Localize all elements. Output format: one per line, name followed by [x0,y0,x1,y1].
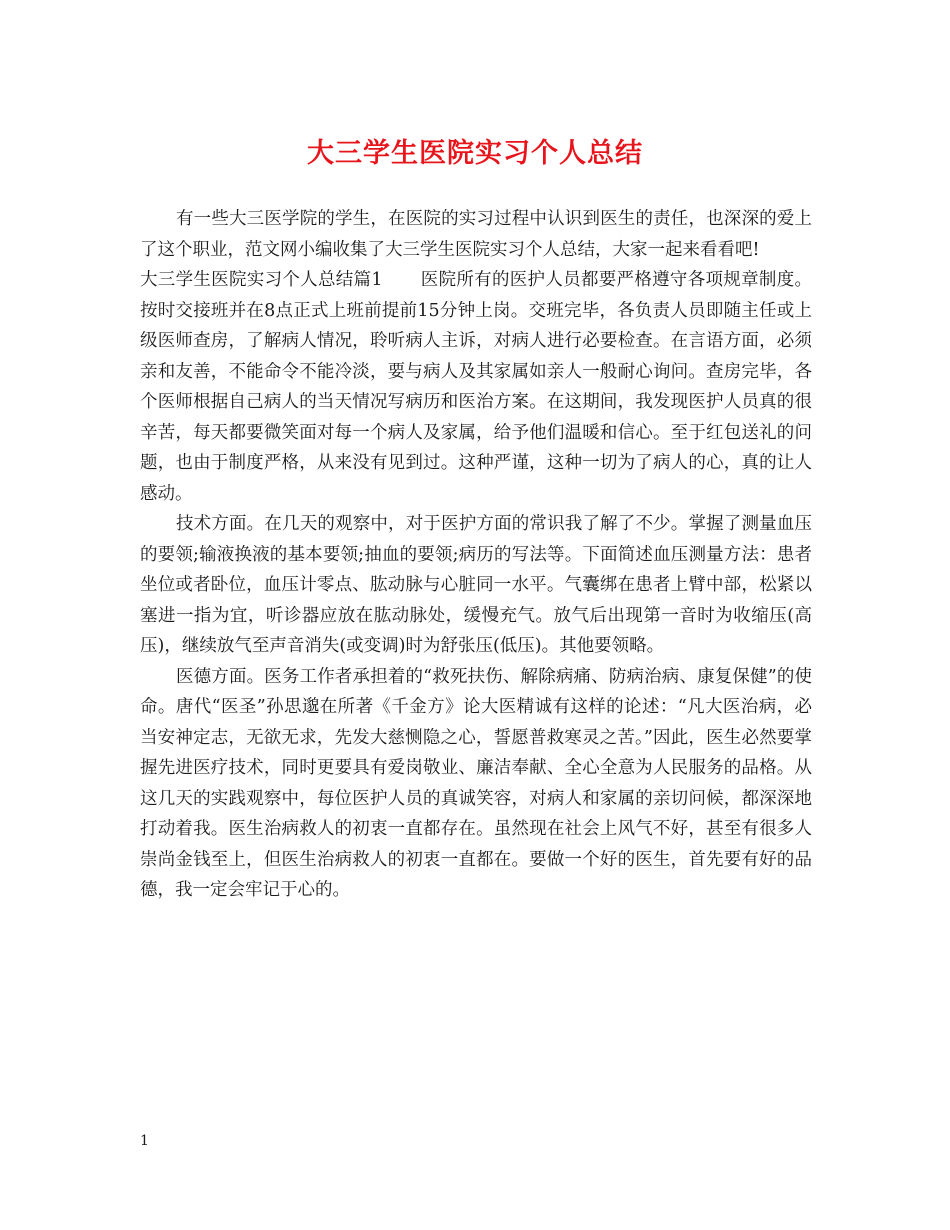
paragraph-rules: 医院所有的医护人员都要严格遵守各项规章制度。按时交接班并在8点正式上班前提前15分钟上岗。交班完毕，各负责人员即随主任或上级医师查房，了解病人情况，聆听病人主诉，对病人进行必要检查。在言语方面，必须亲和友善，不能命令不能冷淡，要与病人及其家属如亲人一般耐心询问。查房完毕，各个医师根据自己病人的当天情况写病历和医治方案。在这期间，我发现医护人员真的很辛苦，每天都要微笑面对每一个病人及家属，给予他们温暖和信心。至于红包送礼的问题，也由于制度严格，从来没有见到过。这种严谨，这种一切为了病人的心，真的让人感动。 [140,270,812,504]
paragraph-technique: 技术方面。在几天的观察中，对于医护方面的常识我了解了不少。掌握了测量血压的要领;输液换液的基本要领;抽血的要领;病历的写法等。下面简述血压测量方法：患者坐位或者卧位，血压计零点、肱动脉与心脏同一水平。气囊绑在患者上臂中部，松紧以塞进一指为宜，听诊器应放在肱动脉处，缓慢充气。放气后出现第一音时为收缩压(高压)，继续放气至声音消失(或变调)时为舒张压(低压)。其他要领略。 [140,514,812,656]
paragraph-ethics: 医德方面。医务工作者承担着的“救死扶伤、解除病痛、防病治病、康复保健”的使命。唐代“医圣”孙思邈在所著《千金方》论大医精诚有这样的论述：“凡大医治病，必当安神定志，无欲无求，先发大慈恻隐之心，誓愿普救寒灵之苦。”因此，医生必然要掌握先进医疗技术，同时更要具有爱岗敬业、廉洁奉献、全心全意为人民服务的品格。从这几天的实践观察中，每位医护人员的真诚笑容，对病人和家属的亲切问候，都深深地打动着我。医生治病救人的初衷一直都存在。虽然现在社会上风气不好，甚至有很多人崇尚金钱至上，但医生治病救人的初衷一直都在。要做一个好的医生，首先要有好的品德，我一定会牢记于心的。 [140,666,812,900]
document-title: 大三学生医院实习个人总结 [307,138,643,169]
page-number: 1 [140,1133,149,1149]
section-paragraph [140,265,812,509]
section-heading: 大三学生医院实习个人总结篇1 [140,270,383,290]
intro-paragraph: 有一些大三医学院的学生，在医院的实习过程中认识到医生的责任，也深深的爱上了这个职业，范文网小编收集了大三学生医院实习个人总结，大家一起来看看吧! [140,209,812,260]
document-body [140,204,812,906]
